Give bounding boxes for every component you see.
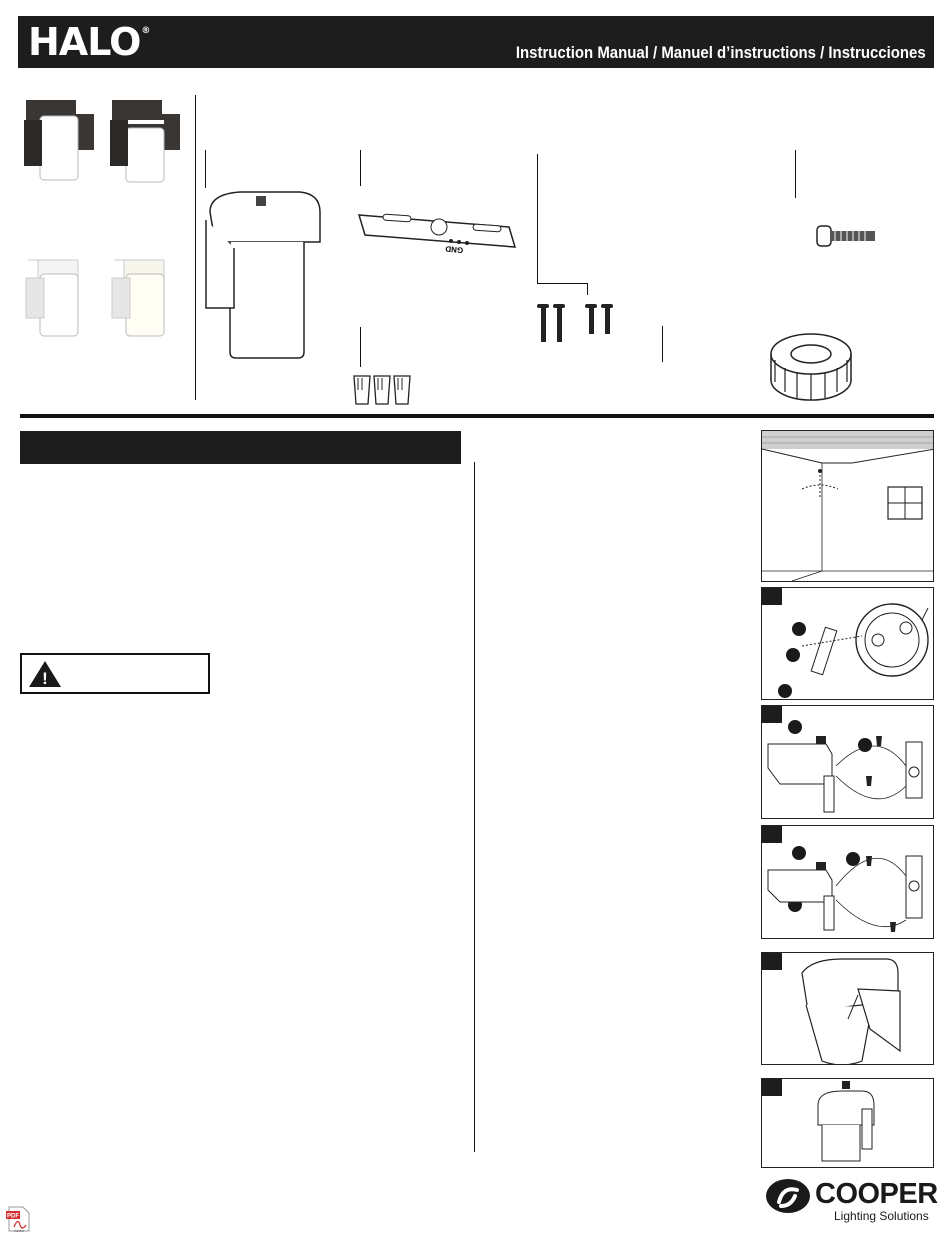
step-panel-6	[761, 1078, 934, 1168]
wiring-illustration	[762, 706, 934, 819]
part-leader	[360, 150, 361, 186]
section-divider	[20, 414, 934, 418]
bronze-fixture-lit-image	[24, 100, 94, 180]
step-panel-5	[761, 952, 934, 1065]
step-panel-1	[761, 430, 934, 582]
step-panel-3	[761, 705, 934, 819]
halo-logo: HALO®	[28, 20, 150, 64]
variants-divider	[195, 95, 196, 400]
step-panel-4	[761, 825, 934, 939]
step-number-tab	[762, 588, 782, 605]
warning-box	[20, 653, 210, 694]
junction-box-illustration	[802, 598, 932, 698]
column-divider	[474, 462, 475, 1152]
cooper-mark-icon	[765, 1178, 811, 1214]
part-leader	[662, 326, 663, 362]
manual-title: Instruction Manual / Manuel d’instructions / Instrucciones	[516, 43, 926, 62]
cooper-wordmark: COOPER	[815, 1178, 938, 1210]
mounting-strap-icon	[355, 195, 525, 265]
ceiling-illustration	[762, 431, 934, 582]
callout-badge	[778, 684, 792, 698]
svg-text:!: !	[42, 669, 48, 688]
step-panel-2	[761, 587, 934, 700]
bronze-fixture-band-image	[110, 100, 180, 182]
part-leader	[537, 283, 587, 284]
white-fixture-image	[26, 260, 78, 336]
header-bar	[18, 16, 934, 68]
mounting-screws-icon	[525, 300, 620, 345]
part-leader	[795, 150, 796, 198]
section-heading-bar	[20, 431, 461, 464]
part-leader	[587, 283, 588, 295]
svg-text:PDF: PDF	[7, 1213, 19, 1220]
cooper-subtitle: Lighting Solutions	[834, 1209, 929, 1223]
warning-triangle-icon	[28, 659, 62, 689]
strap-print: GND	[444, 244, 464, 255]
callout-badge	[786, 648, 800, 662]
pdf-icon	[6, 1205, 32, 1233]
part-leader	[360, 327, 361, 367]
cooper-logo	[765, 1176, 938, 1224]
mounting-illustration	[762, 826, 934, 939]
globe-install-illustration	[762, 953, 934, 1065]
set-screw-icon	[815, 222, 880, 252]
lock-nut-icon	[765, 330, 860, 405]
part-leader	[537, 154, 538, 284]
wire-nuts-icon	[350, 370, 415, 410]
product-variants	[18, 92, 188, 347]
fixture-icon	[200, 190, 330, 360]
final-fixture-illustration	[762, 1079, 934, 1168]
white-fixture-lit-image	[112, 260, 164, 336]
part-leader	[205, 150, 206, 188]
svg-text:Adobe: Adobe	[13, 1229, 25, 1233]
